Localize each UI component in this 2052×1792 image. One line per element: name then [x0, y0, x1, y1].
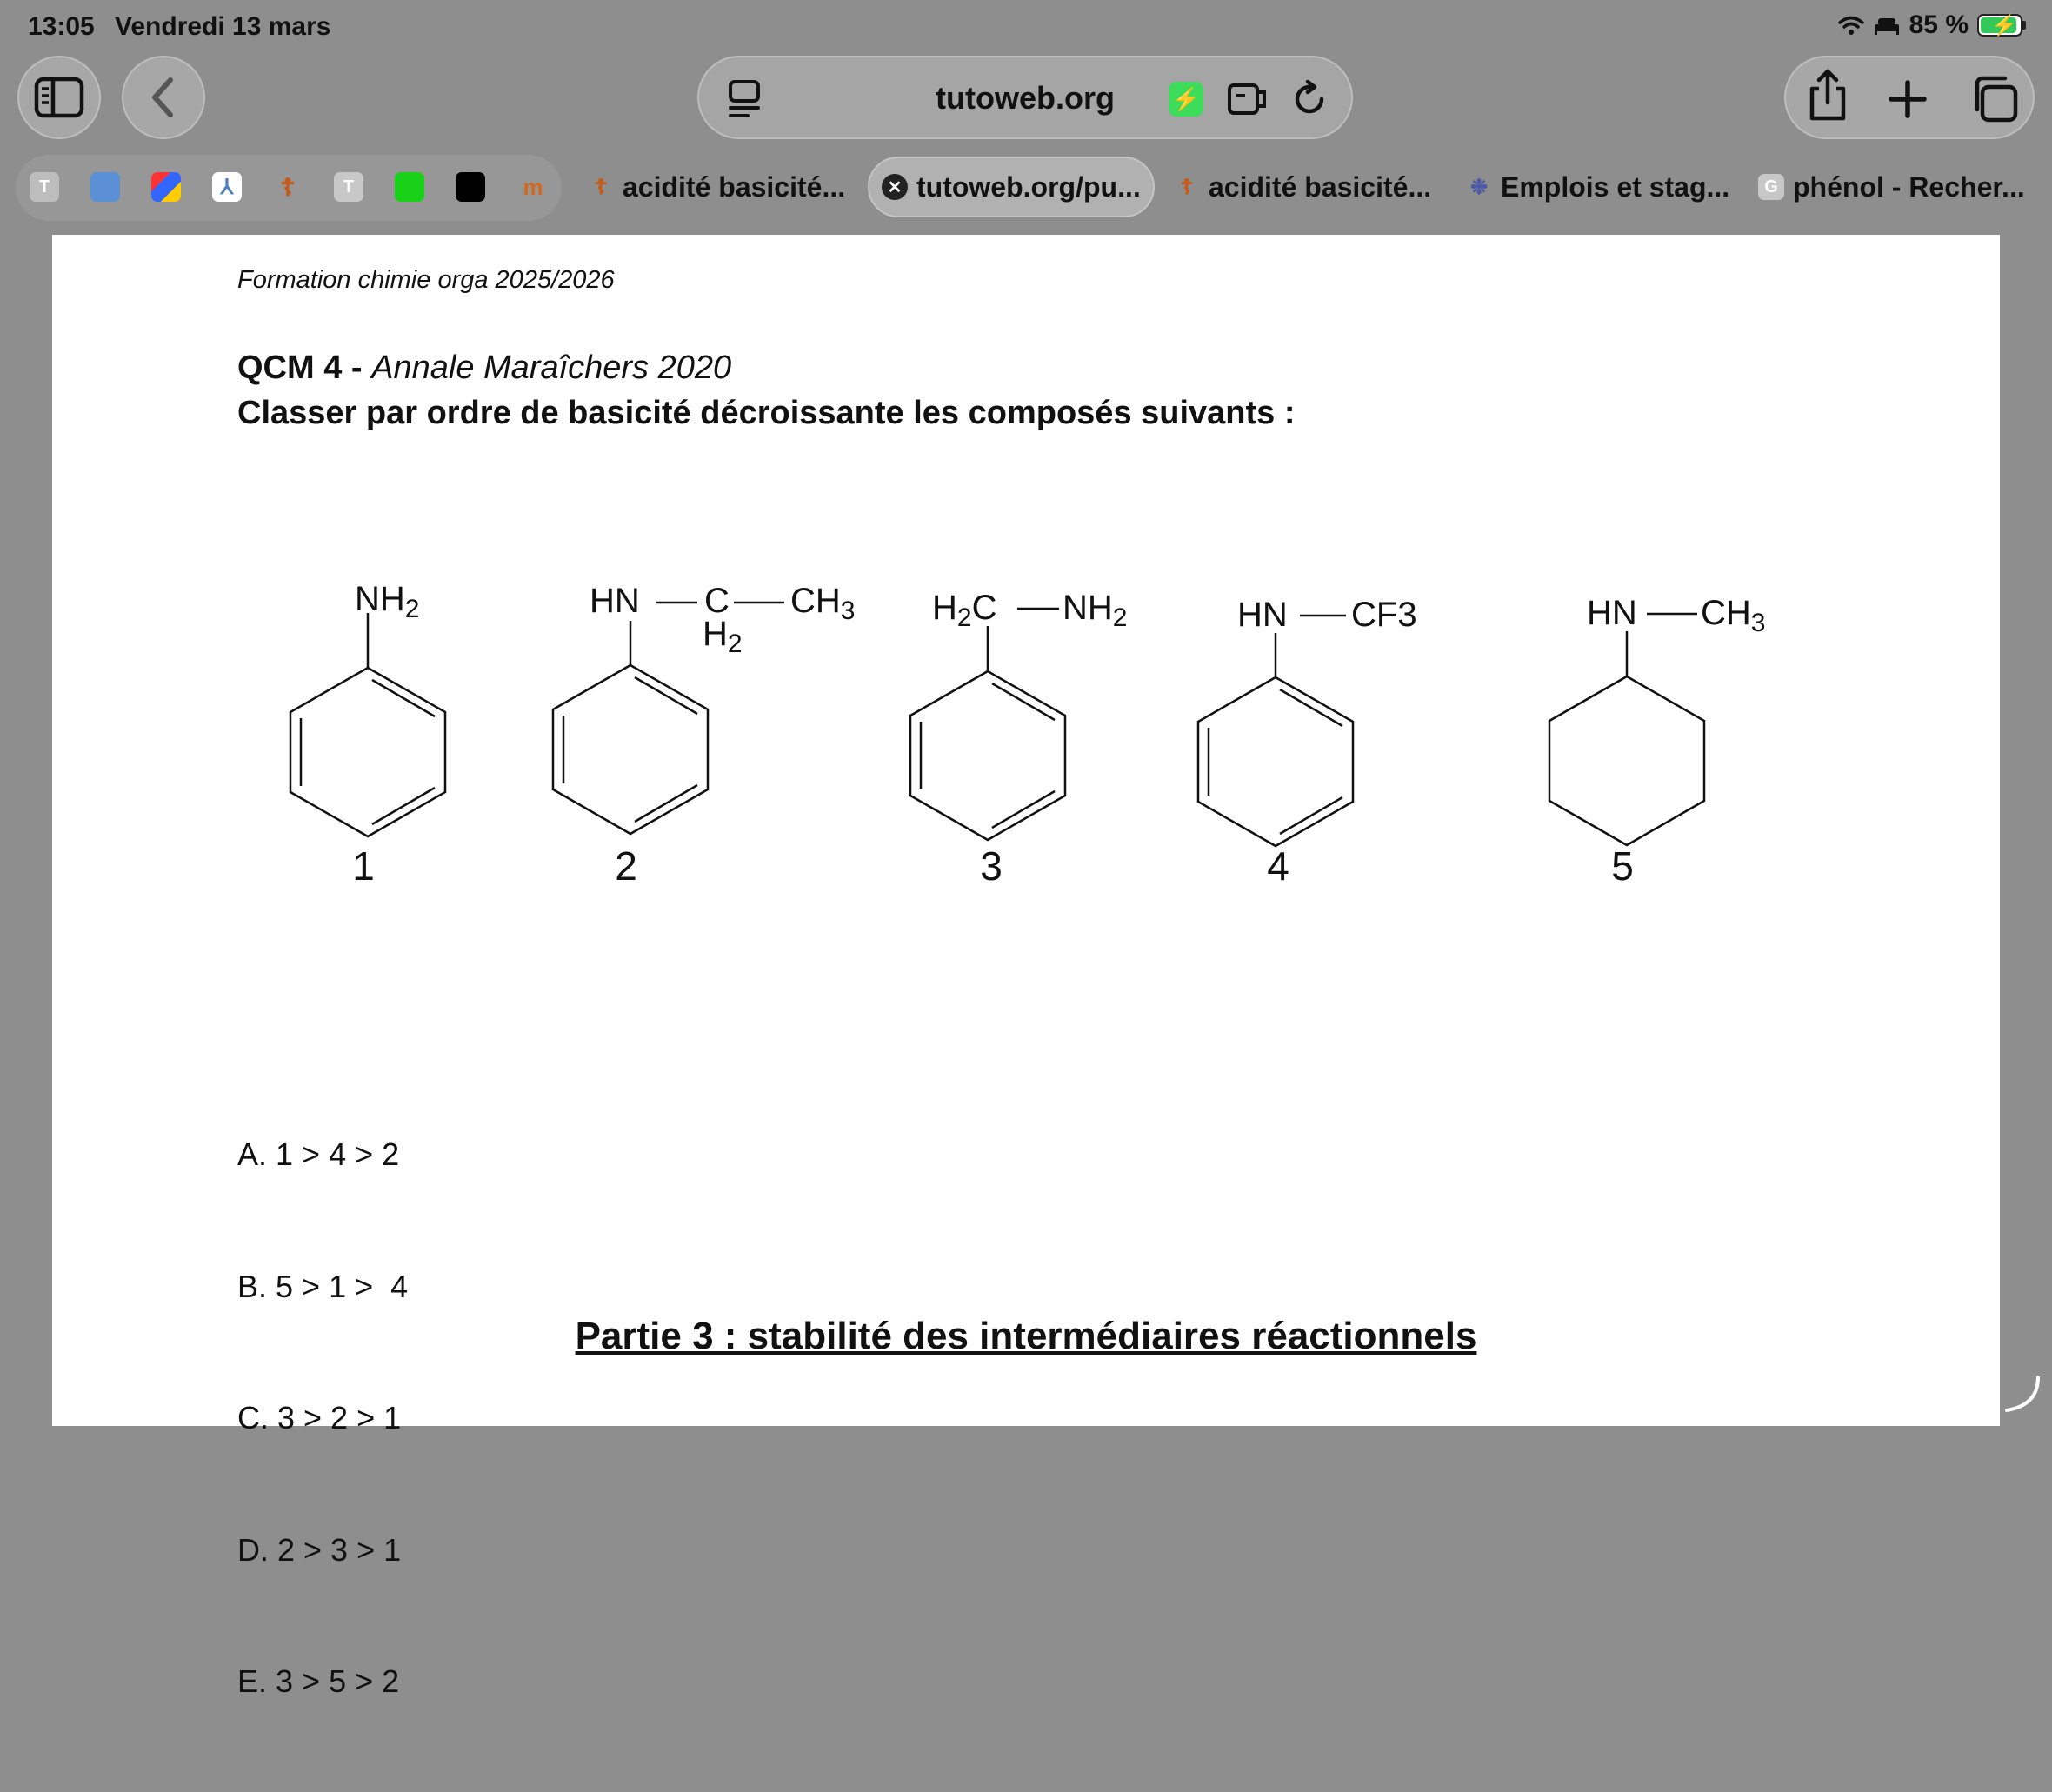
status-bar: [0, 0, 2052, 52]
tab-emplois[interactable]: [1466, 157, 1729, 217]
molecule-1-nh2: $NH_2$: [355, 580, 420, 623]
address-bar[interactable]: [697, 56, 1353, 139]
answer-options: [237, 1045, 408, 1792]
tab-label: acidité basicité...: [623, 170, 846, 203]
status-indicators: [1838, 10, 2026, 40]
tab-label: tutoweb.org/pu...: [916, 170, 1141, 203]
new-tab-plus-icon[interactable]: [1889, 80, 1927, 118]
tab-label: phénol - Recher...: [1793, 170, 2025, 203]
molecule-2-hn: HN: [590, 582, 640, 620]
pinned-tab-green-icon[interactable]: [395, 172, 424, 202]
part-title: Partie 3 : stabilité des intermédiaires réactionnels: [575, 1315, 1477, 1357]
tab-label: acidité basicité...: [1209, 170, 1432, 203]
document-page: [52, 235, 2000, 1699]
option-b: B. 5 > 1 > 4: [237, 1268, 409, 1304]
wifi-icon: [1838, 15, 1864, 36]
molecule-2-c: C: [704, 582, 730, 620]
tab-label: Emplois et stag...: [1501, 170, 1730, 203]
battery-icon: [1977, 14, 2022, 37]
molecule-4-hn: HN: [1237, 596, 1288, 634]
status-time: 13:05: [28, 12, 95, 41]
molecule-3-h2c: $H_2C$: [932, 589, 997, 632]
molecule-5-number: 5: [1611, 843, 1634, 889]
close-tab-icon[interactable]: ✕: [882, 174, 908, 200]
option-c: C. 3 > 2 > 1: [237, 1400, 402, 1436]
molecule-4-cf3: CF3: [1351, 596, 1417, 634]
molecule-4-number: 4: [1267, 843, 1289, 889]
status-date: Vendredi 13 mars: [115, 12, 331, 41]
molecule-3-nh2: $NH_2$: [1063, 589, 1128, 632]
molecule-2-ch3: $CH_3$: [790, 582, 856, 625]
extension-icon[interactable]: [1226, 80, 1269, 118]
pinned-tab-m-icon[interactable]: m: [523, 173, 543, 200]
molecule-5-hn: HN: [1587, 594, 1637, 632]
molecule-4-ring: [1198, 616, 1353, 846]
back-button[interactable]: [122, 56, 205, 139]
qcm-number: QCM 4 -: [237, 350, 363, 386]
qcm-source: Annale Maraîchers 2020: [371, 350, 732, 386]
tab-favicon-icon: ☦: [594, 175, 608, 199]
tab-tutoweb[interactable]: [868, 157, 1155, 217]
molecule-1-ring: [290, 613, 445, 836]
toolbar-actions: [1784, 56, 2035, 139]
molecule-3-ring: [910, 609, 1065, 840]
molecule-5-ch3: $CH_3$: [1701, 594, 1766, 637]
molecule-2-h2: $H_2$: [703, 615, 743, 658]
molecule-1-number: 1: [352, 843, 375, 889]
pinned-tab-t2-icon[interactable]: T: [334, 172, 363, 202]
tab-overview-icon[interactable]: [1970, 75, 2019, 123]
sleep-mode-icon: [1873, 16, 1901, 35]
option-e: E. 3 > 5 > 2: [237, 1663, 400, 1699]
question-text: Classer par ordre de basicité décroissante les composés suivants :: [237, 395, 1296, 431]
molecules-figure: [52, 574, 2000, 1061]
tab-phenol[interactable]: [1758, 157, 2025, 217]
option-d: D. 2 > 3 > 1: [237, 1531, 402, 1568]
pinned-tab-cross-icon[interactable]: ☦: [279, 173, 296, 201]
qcm-heading: [237, 350, 731, 387]
pinned-tab-sign-icon[interactable]: ⅄: [212, 172, 242, 202]
molecule-3-number: 3: [980, 843, 1003, 889]
url-text: tutoweb.org: [936, 80, 1115, 116]
pinned-tab-cube-icon[interactable]: [90, 172, 120, 202]
header-note: Formation chimie orga 2025/2026: [237, 266, 615, 294]
pinned-tab-t-icon[interactable]: T: [30, 172, 59, 202]
reload-icon[interactable]: [1290, 80, 1329, 118]
sidebar-icon: [34, 77, 84, 118]
tab-acidite-1[interactable]: [588, 157, 845, 217]
sidebar-button[interactable]: [17, 56, 101, 139]
option-a: A. 1 > 4 > 2: [237, 1136, 400, 1172]
resize-handle-icon[interactable]: [2000, 1372, 2043, 1416]
pinned-tab-black-icon[interactable]: [456, 172, 485, 202]
chevron-left-icon: [148, 77, 179, 118]
tab-favicon-icon: ❉: [1469, 175, 1489, 199]
google-favicon-icon: G: [1758, 174, 1784, 200]
shortcut-extension-icon[interactable]: ⚡: [1169, 82, 1203, 117]
battery-percent: 85 %: [1909, 10, 1969, 39]
molecule-2-ring: [553, 603, 784, 834]
molecule-2-number: 2: [615, 843, 637, 889]
tab-favicon-icon: ☦: [1180, 175, 1194, 199]
tab-acidite-2[interactable]: [1174, 157, 1431, 217]
pinned-tab-colorful-icon[interactable]: [151, 172, 181, 202]
charging-bolt-icon: ⚡: [1991, 14, 2017, 37]
share-icon[interactable]: [1805, 68, 1850, 123]
molecule-5-ring: [1549, 614, 1704, 845]
